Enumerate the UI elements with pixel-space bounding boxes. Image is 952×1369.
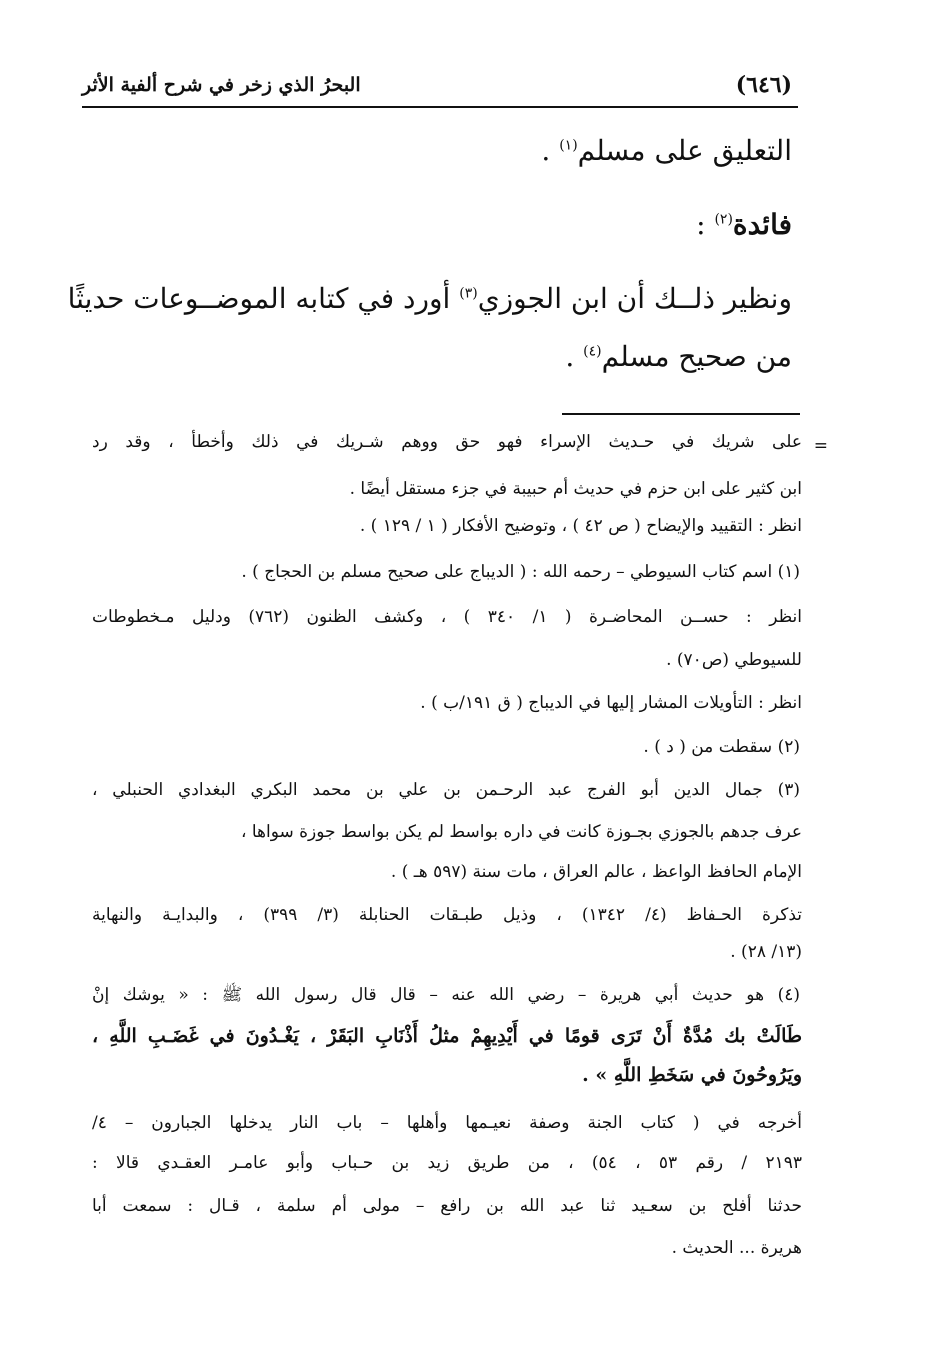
footnote-ref-1: (١) <box>559 137 578 154</box>
page-header <box>82 72 798 102</box>
footnote-3-line-4: تذكرة الحـفاظ (٤/ ١٣٤٢) ، وذيل طبـقات الحنابلة (٣/ ٣٩٩) ، والبدايـة والنهاية <box>92 905 802 925</box>
footnote-1-line-1: (١) اسم كتاب السيوطي – رحمه الله : ( الديباج على صحيح مسلم بن الحجاج ) . <box>241 562 800 582</box>
body-line-faida: فائدة$^{(٢)}$ : <box>696 208 792 241</box>
footnote-4-line-6: حدثنا أفلح بن سعـيد ثنا عبد الله بن رافع – مولى أم سلمة ، قـال : سمعت أبا <box>92 1196 802 1216</box>
footnote-1-line-4: انظر : التأويلات المشار إليها في الديباج ( ق ١٩١/ب ) . <box>420 693 802 713</box>
footnote-3-line-2: عرف جدهم بالجوزي بجـوزة كانت في داره بواسط لم يكن بواسط جوزة سواها ، <box>240 822 802 842</box>
footnote-4-line-4: أخرجه في ( كتاب الجنة وصفة نعيـمها وأهلها – باب النار يدخلها الجبارون – ٤/ <box>92 1113 802 1133</box>
footnote-4-line-1: (٤) هو حديث أبي هريرة – رضي الله عنه – قال قال رسول الله ﷺ : « يوشك إنْ <box>92 985 800 1005</box>
page-number: (٦٤٦) <box>735 72 792 98</box>
body-line-1: التعليق على مسلم$^{(١)}$ . <box>541 134 792 167</box>
footnote-4-line-7: هريرة ... الحديث . <box>671 1238 802 1258</box>
body-line-3: ونظير ذلــك أن ابن الجوزي$^{(٣)}$ أورد في كتابه الموضــوعات حديثًا <box>67 282 792 315</box>
footnote-3-line-1: (٣) جمال الدين أبو الفرج عبد الرحـمن بن علي بن محمد البكري البغدادي الحنبلي ، <box>92 780 800 800</box>
footnote-2-line-1: (٢) سقطت من ( د ) . <box>643 737 800 757</box>
footnote-3-line-5: (١٣/ ٢٨) . <box>730 942 802 962</box>
header-rule <box>82 106 798 108</box>
footnote-ref-3: (٣) <box>459 285 478 302</box>
footnote-continued-mark: = <box>813 436 828 456</box>
footnote-separator <box>562 413 800 415</box>
footnote-1-line-3: للسيوطي (ص٧٠) . <box>666 650 802 670</box>
footnote-continued-line-3: انظر : التقييد والإيضاح ( ص ٤٢ ) ، وتوضيح الأفكار ( ١ / ١٢٩ ) . <box>359 516 802 536</box>
footnote-4-quote-line-1: طَالَتْ بك مُدَّةٌ أَنْ تَرَى قومًا في أَيْدِيهِمْ مثلُ أَذْنَابِ البَقَرْ ، يَغْـدُونَ في غَضَـبِ اللَّهِ ، <box>92 1025 802 1047</box>
footnote-continued-line-1: على شريك في حـديث الإسراء فهو حق ووهم شـريك في ذلك وأخطأ ، وقد رد <box>92 432 802 452</box>
footnote-4-quote-line-2: ويَرُوحُونَ في سَخَطِ اللَّهِ » . <box>582 1064 802 1086</box>
footnote-continued-line-2: ابن كثير على ابن حزم في حديث أم حبيبة في جزء مستقل أيضًا . <box>349 479 802 499</box>
footnote-3-line-3: الإمام الحافظ الواعظ ، عالم العراق ، مات سنة (٥٩٧ هـ ) . <box>390 862 802 882</box>
footnote-ref-2: (٢) <box>714 211 733 228</box>
body-line-4: من صحيح مسلم$^{(٤)}$ . <box>565 340 792 373</box>
running-title: البحرُ الذي زخر في شرح ألفية الأثر <box>82 74 361 96</box>
footnote-1-line-2: انظر : حســن المحاضـرة ( ١/ ٣٤٠ ) ، وكشف الظنون (٧٦٢) ودليل مـخطوطات <box>92 607 802 627</box>
faida-heading: فائدة <box>732 208 792 241</box>
footnote-4-line-5: ٢١٩٣ / رقم ٥٣ ، ٥٤) ، من طريق زيد بن حـباب وأبو عامـر العقـدي قالا : <box>92 1153 802 1173</box>
footnote-ref-4: (٤) <box>583 343 602 360</box>
